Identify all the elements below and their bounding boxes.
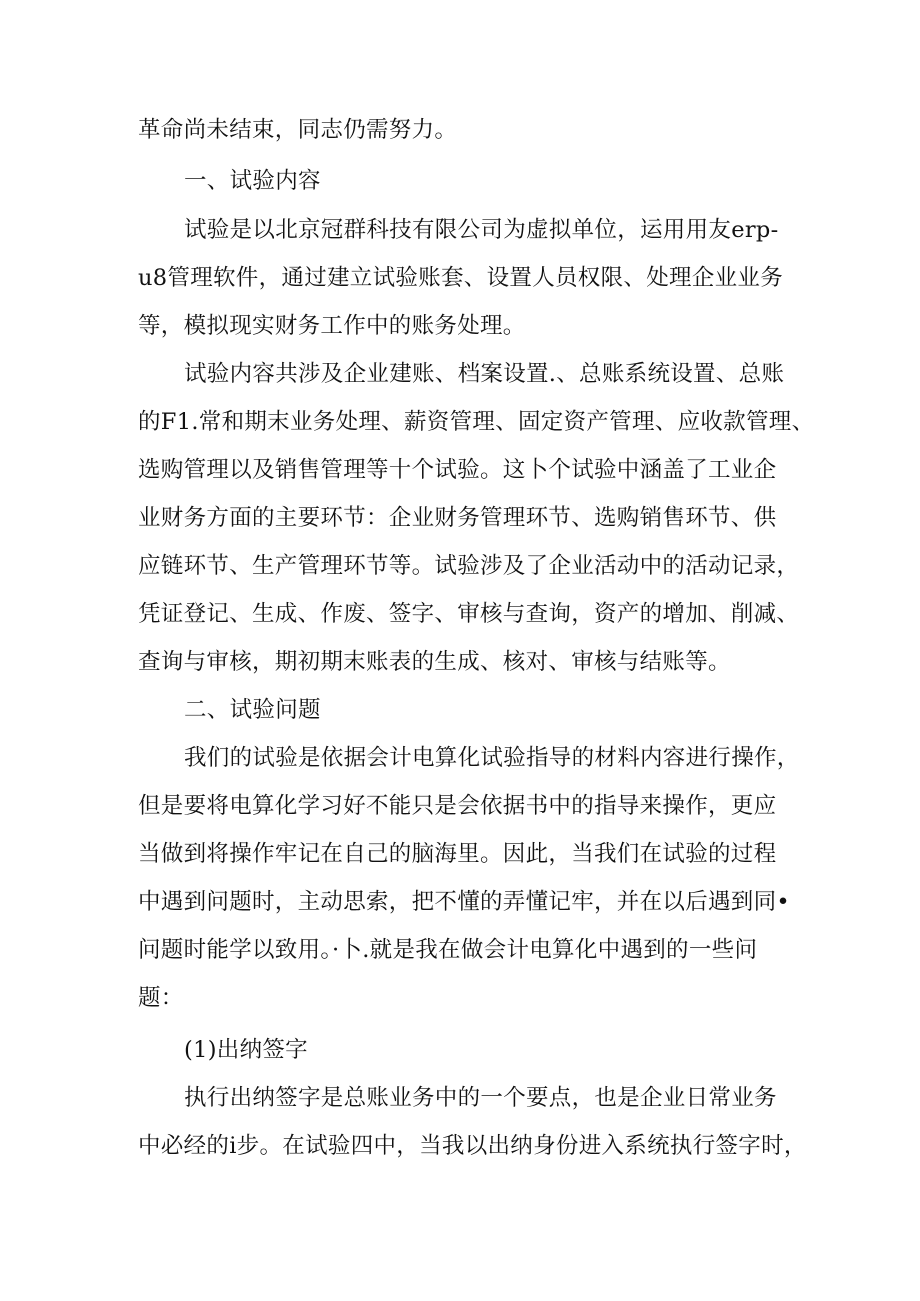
text-line: 凭证登记、生成、作废、签字、审核与查询，资产的增加、削减、 <box>138 601 800 627</box>
text-line: 我们的试验是依据会计电算化试验指导的材料内容进行操作， <box>184 745 800 771</box>
text-line: 的F1.常和期末业务处理、薪资管理、固定资产管理、应收款管理、 <box>138 409 815 435</box>
text-line: 等，模拟现实财务工作中的账务处理。 <box>138 313 526 339</box>
section-heading: 一、试验内容 <box>184 168 321 194</box>
text-line: 问题时能学以致用。·卜.就是我在做会计电算化中遇到的一些问 <box>138 937 758 963</box>
text-line: 中遇到问题时，主动思索，把不懂的弄懂记牢，并在以后遇到同• <box>138 889 790 915</box>
text-line: 查询与审核，期初期末账表的生成、核对、审核与结账等。 <box>138 649 731 675</box>
section-heading: 二、试验问题 <box>184 697 321 723</box>
text-line: 试验内容共涉及企业建账、档案设置.、总账系统设置、总账 <box>184 361 785 387</box>
text-line: 业财务方面的主要环节：企业财务管理环节、选购销售环节、供 <box>138 505 777 531</box>
text-line: 革命尚未结束，同志仍需努力。 <box>138 117 458 143</box>
text-line: 应链环节、生产管理环节等。试验涉及了企业活动中的活动记录， <box>138 553 800 579</box>
text-line: u8管理软件，通过建立试验账套、设置人员权限、处理企业业务 <box>138 265 784 291</box>
text-line: 当做到将操作牢记在自己的脑海里。因此，当我们在试验的过程 <box>138 841 777 867</box>
text-line: 但是要将电算化学习好不能只是会依据书中的指导来操作，更应 <box>138 793 777 819</box>
text-line: 执行出纳签字是总账业务中的一个要点，也是企业日常业务 <box>184 1085 777 1111</box>
subsection-heading: (1)出纳签字 <box>184 1037 308 1063</box>
text-line: 选购管理以及销售管理等十个试验。这卜个试验中涵盖了工业企 <box>138 457 777 483</box>
text-line: 试验是以北京冠群科技有限公司为虚拟单位，运用用友erp- <box>184 217 779 243</box>
text-line: 题： <box>138 985 184 1011</box>
text-line: 中必经的i步。在试验四中，当我以出纳身份进入系统执行签字时， <box>138 1133 807 1159</box>
